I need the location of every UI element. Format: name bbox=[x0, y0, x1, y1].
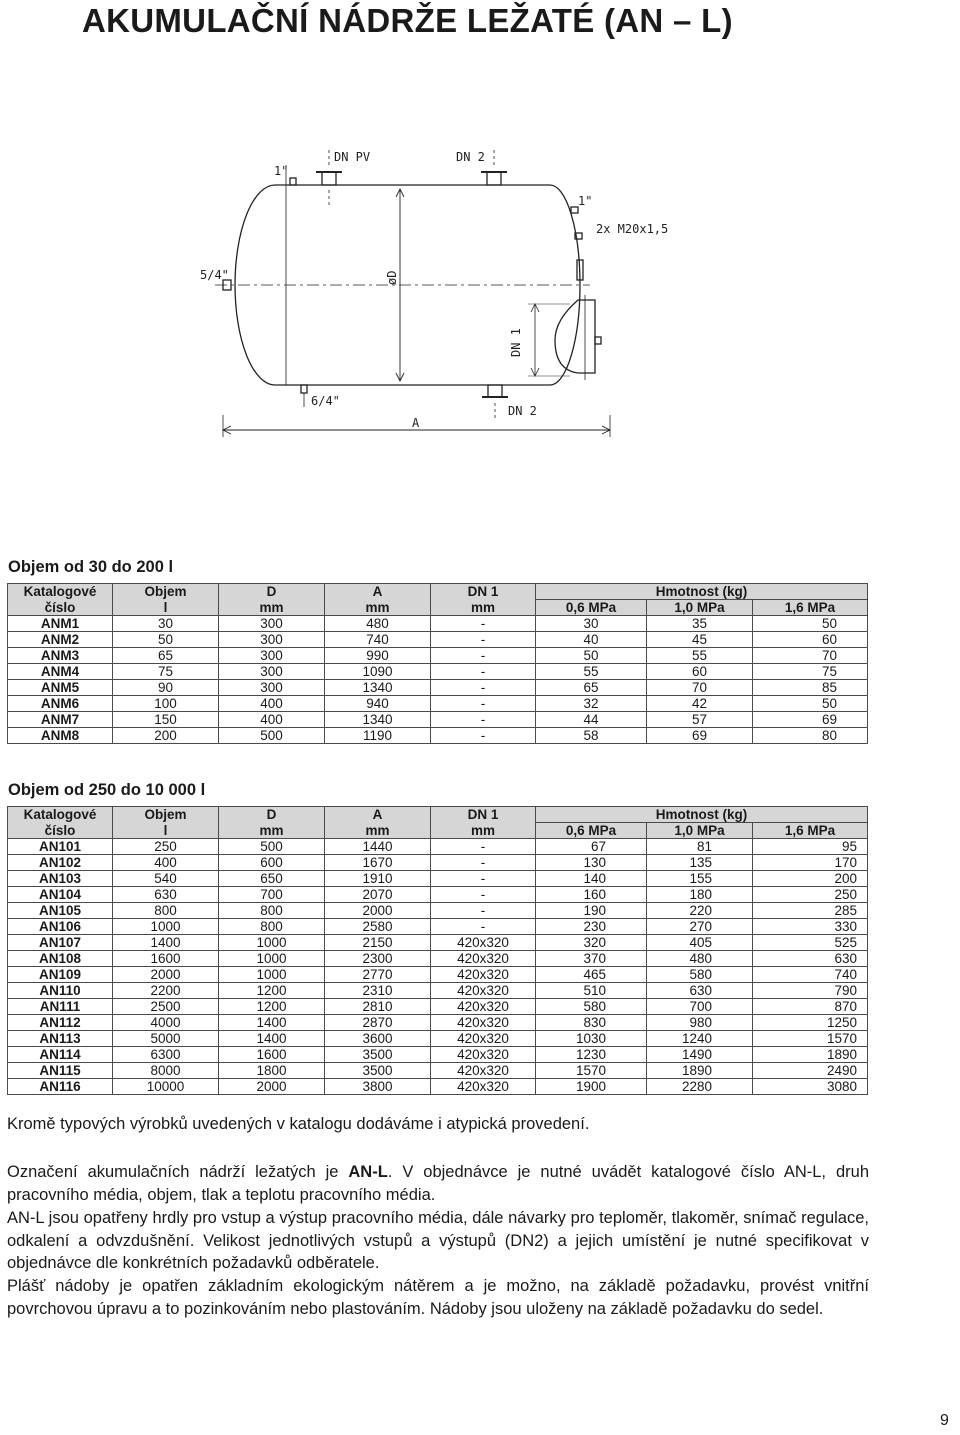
table-cell: 1900 bbox=[536, 1079, 647, 1095]
table-cell: 3500 bbox=[325, 1047, 431, 1063]
table-cell: - bbox=[431, 855, 536, 871]
header-catalog: Katalogové bbox=[8, 584, 113, 600]
table-cell: 300 bbox=[219, 648, 325, 664]
table-cell: 790 bbox=[753, 983, 868, 999]
table-cell: 200 bbox=[753, 871, 868, 887]
table-cell: 50 bbox=[113, 632, 219, 648]
paragraph-ordering-pre: Označení akumulačních nádrží ležatých je bbox=[7, 1163, 349, 1181]
table-cell: - bbox=[431, 632, 536, 648]
table-cell: 50 bbox=[753, 616, 868, 632]
table-cell: 30 bbox=[113, 616, 219, 632]
header-pressure-06: 0,6 MPa bbox=[536, 600, 647, 616]
table-cell: 75 bbox=[113, 664, 219, 680]
table-row bbox=[8, 728, 868, 744]
table-cell: 1240 bbox=[647, 1031, 753, 1047]
table-cell: 1190 bbox=[325, 728, 431, 744]
table-cell: - bbox=[431, 839, 536, 855]
table-cell: ANM7 bbox=[8, 712, 113, 728]
table-cell: 400 bbox=[219, 712, 325, 728]
table-row bbox=[8, 632, 868, 648]
table-cell: 465 bbox=[536, 967, 647, 983]
header-d: D bbox=[219, 807, 325, 823]
header-a-unit: mm bbox=[325, 600, 431, 616]
table-cell: ANM3 bbox=[8, 648, 113, 664]
table-cell: 220 bbox=[647, 903, 753, 919]
table-cell: 980 bbox=[647, 1015, 753, 1031]
table-cell: 1600 bbox=[219, 1047, 325, 1063]
header-volume-unit: l bbox=[113, 823, 219, 839]
table-cell: 740 bbox=[753, 967, 868, 983]
header-dn1: DN 1 bbox=[431, 807, 536, 823]
table-cell: 1200 bbox=[219, 999, 325, 1015]
label-dn-pv: DN PV bbox=[334, 150, 371, 164]
header-pressure-06: 0,6 MPa bbox=[536, 823, 647, 839]
table-cell: AN102 bbox=[8, 855, 113, 871]
table-cell: ANM8 bbox=[8, 728, 113, 744]
table-cell: 1910 bbox=[325, 871, 431, 887]
table-cell: 1000 bbox=[219, 967, 325, 983]
table-cell: 830 bbox=[536, 1015, 647, 1031]
table-cell: 40 bbox=[536, 632, 647, 648]
table-row bbox=[8, 712, 868, 728]
spec-table-large bbox=[7, 806, 868, 1095]
table-cell: - bbox=[431, 680, 536, 696]
table-cell: 1400 bbox=[219, 1015, 325, 1031]
header-a: A bbox=[325, 807, 431, 823]
table-cell: 250 bbox=[753, 887, 868, 903]
table-cell: 70 bbox=[753, 648, 868, 664]
table-row bbox=[8, 903, 868, 919]
header-pressure-10: 1,0 MPa bbox=[647, 823, 753, 839]
header-pressure-16: 1,6 MPa bbox=[753, 823, 868, 839]
label-1inch-left: 1" bbox=[274, 164, 289, 178]
table-cell: 32 bbox=[536, 696, 647, 712]
header-catalog-sub: číslo bbox=[8, 600, 113, 616]
table-cell: 3600 bbox=[325, 1031, 431, 1047]
header-volume: Objem bbox=[113, 807, 219, 823]
table-cell: 69 bbox=[753, 712, 868, 728]
label-inlet: 5/4" bbox=[200, 268, 229, 282]
header-catalog-sub: číslo bbox=[8, 823, 113, 839]
table-cell: AN113 bbox=[8, 1031, 113, 1047]
table-row bbox=[8, 1047, 868, 1063]
label-diameter: øD bbox=[385, 270, 399, 285]
header-pressure-10: 1,0 MPa bbox=[647, 600, 753, 616]
paragraph-coating: Plášť nádoby je opatřen základním ekologickým nátěrem a je možno, na základě požadavku, provést vnitřní povrchovou úpravu a to pozinkováním nebo plastováním. Nádoby jsou uloženy na základě požadavku do sedel. bbox=[7, 1277, 869, 1318]
table-cell: 800 bbox=[219, 919, 325, 935]
table-cell: 1890 bbox=[753, 1047, 868, 1063]
table-cell: 420x320 bbox=[431, 951, 536, 967]
table-cell: 420x320 bbox=[431, 1063, 536, 1079]
table-cell: 60 bbox=[753, 632, 868, 648]
table-cell: 1250 bbox=[753, 1015, 868, 1031]
table-cell: 70 bbox=[647, 680, 753, 696]
table-cell: 190 bbox=[536, 903, 647, 919]
label-thermo: 2x M20x1,5 bbox=[596, 222, 669, 236]
table-cell: 65 bbox=[536, 680, 647, 696]
table-cell: 1670 bbox=[325, 855, 431, 871]
table-cell: AN111 bbox=[8, 999, 113, 1015]
table-cell: 580 bbox=[647, 967, 753, 983]
table-row bbox=[8, 1031, 868, 1047]
table-cell: 420x320 bbox=[431, 935, 536, 951]
table-cell: 510 bbox=[536, 983, 647, 999]
table-cell: 870 bbox=[753, 999, 868, 1015]
table-cell: 2150 bbox=[325, 935, 431, 951]
label-dn2-top: DN 2 bbox=[456, 150, 485, 164]
table-cell: 420x320 bbox=[431, 999, 536, 1015]
table-cell: 800 bbox=[113, 903, 219, 919]
table-cell: 2580 bbox=[325, 919, 431, 935]
table-cell: 1570 bbox=[536, 1063, 647, 1079]
table-row bbox=[8, 871, 868, 887]
table-cell: 630 bbox=[113, 887, 219, 903]
table-cell: 50 bbox=[536, 648, 647, 664]
table-cell: 650 bbox=[219, 871, 325, 887]
table-cell: 300 bbox=[219, 632, 325, 648]
table-cell: 330 bbox=[753, 919, 868, 935]
atypical-note: Kromě typových výrobků uvedených v katalogu dodáváme i atypická provedení. bbox=[7, 1115, 590, 1133]
table-cell: AN106 bbox=[8, 919, 113, 935]
table-cell: 50 bbox=[753, 696, 868, 712]
table-cell: 2300 bbox=[325, 951, 431, 967]
table-cell: 80 bbox=[753, 728, 868, 744]
table-cell: 58 bbox=[536, 728, 647, 744]
table-cell: 2810 bbox=[325, 999, 431, 1015]
table-cell: - bbox=[431, 696, 536, 712]
table-cell: AN116 bbox=[8, 1079, 113, 1095]
table-cell: 170 bbox=[753, 855, 868, 871]
table-cell: 420x320 bbox=[431, 983, 536, 999]
table-cell: 6300 bbox=[113, 1047, 219, 1063]
table-cell: 100 bbox=[113, 696, 219, 712]
table-cell: 1570 bbox=[753, 1031, 868, 1047]
table-cell: 420x320 bbox=[431, 1047, 536, 1063]
table-row bbox=[8, 1015, 868, 1031]
table-cell: 940 bbox=[325, 696, 431, 712]
header-d-unit: mm bbox=[219, 600, 325, 616]
table-cell: 140 bbox=[536, 871, 647, 887]
table-cell: 230 bbox=[536, 919, 647, 935]
table-cell: AN114 bbox=[8, 1047, 113, 1063]
tank-technical-drawing bbox=[190, 145, 710, 445]
table-cell: 500 bbox=[219, 728, 325, 744]
table-cell: 320 bbox=[536, 935, 647, 951]
table-cell: 420x320 bbox=[431, 1015, 536, 1031]
table-cell: 580 bbox=[536, 999, 647, 1015]
table-cell: 95 bbox=[753, 839, 868, 855]
table-row bbox=[8, 951, 868, 967]
table-cell: 75 bbox=[753, 664, 868, 680]
header-dn1-unit: mm bbox=[431, 823, 536, 839]
page-number: 9 bbox=[940, 1412, 949, 1429]
table-cell: 300 bbox=[219, 680, 325, 696]
header-a: A bbox=[325, 584, 431, 600]
table-cell: 540 bbox=[113, 871, 219, 887]
page-title: AKUMULAČNÍ NÁDRŽE LEŽATÉ (AN – L) bbox=[82, 2, 733, 39]
table-cell: 30 bbox=[536, 616, 647, 632]
header-d-unit: mm bbox=[219, 823, 325, 839]
table-cell: 57 bbox=[647, 712, 753, 728]
table-cell: - bbox=[431, 712, 536, 728]
label-1inch-right: 1" bbox=[578, 194, 593, 208]
table-cell: 285 bbox=[753, 903, 868, 919]
table-cell: 2770 bbox=[325, 967, 431, 983]
table-cell: 400 bbox=[219, 696, 325, 712]
paragraph-ordering bbox=[7, 1161, 869, 1206]
table-cell: 3800 bbox=[325, 1079, 431, 1095]
table-cell: 2000 bbox=[325, 903, 431, 919]
table-cell: 1340 bbox=[325, 680, 431, 696]
table-cell: 1030 bbox=[536, 1031, 647, 1047]
table-cell: 1400 bbox=[219, 1031, 325, 1047]
table-cell: 480 bbox=[647, 951, 753, 967]
table-cell: 1090 bbox=[325, 664, 431, 680]
table-row bbox=[8, 935, 868, 951]
table-cell: 180 bbox=[647, 887, 753, 903]
table-cell: 65 bbox=[113, 648, 219, 664]
table-cell: ANM4 bbox=[8, 664, 113, 680]
table-cell: 2200 bbox=[113, 983, 219, 999]
table-cell: 150 bbox=[113, 712, 219, 728]
table-cell: 2490 bbox=[753, 1063, 868, 1079]
table-cell: 1200 bbox=[219, 983, 325, 999]
table-cell: AN112 bbox=[8, 1015, 113, 1031]
label-dn1: DN 1 bbox=[509, 328, 523, 357]
header-weight: Hmotnost (kg) bbox=[536, 807, 868, 823]
header-dn1-unit: mm bbox=[431, 600, 536, 616]
table-cell: 85 bbox=[753, 680, 868, 696]
table-cell: 81 bbox=[647, 839, 753, 855]
table-cell: 405 bbox=[647, 935, 753, 951]
table-cell: 370 bbox=[536, 951, 647, 967]
table-cell: - bbox=[431, 728, 536, 744]
table-cell: 400 bbox=[113, 855, 219, 871]
table-row bbox=[8, 855, 868, 871]
table-row bbox=[8, 919, 868, 935]
table-cell: AN104 bbox=[8, 887, 113, 903]
table-cell: - bbox=[431, 871, 536, 887]
table-cell: AN101 bbox=[8, 839, 113, 855]
spec-table-small bbox=[7, 583, 868, 744]
header-pressure-16: 1,6 MPa bbox=[753, 600, 868, 616]
table-cell: AN115 bbox=[8, 1063, 113, 1079]
table-cell: 44 bbox=[536, 712, 647, 728]
table-cell: 270 bbox=[647, 919, 753, 935]
table-cell: 630 bbox=[753, 951, 868, 967]
table-cell: 1800 bbox=[219, 1063, 325, 1079]
table2-title: Objem od 250 do 10 000 l bbox=[8, 781, 206, 799]
table-cell: AN103 bbox=[8, 871, 113, 887]
table-cell: 130 bbox=[536, 855, 647, 871]
table-cell: 2000 bbox=[113, 967, 219, 983]
table-cell: 300 bbox=[219, 664, 325, 680]
header-dn1: DN 1 bbox=[431, 584, 536, 600]
table-cell: 2500 bbox=[113, 999, 219, 1015]
table-cell: - bbox=[431, 903, 536, 919]
table-cell: 1000 bbox=[113, 919, 219, 935]
table-cell: 250 bbox=[113, 839, 219, 855]
table-cell: 630 bbox=[647, 983, 753, 999]
table-cell: - bbox=[431, 887, 536, 903]
table-cell: 8000 bbox=[113, 1063, 219, 1079]
table-cell: 600 bbox=[219, 855, 325, 871]
table-cell: AN110 bbox=[8, 983, 113, 999]
table-cell: 1490 bbox=[647, 1047, 753, 1063]
table-cell: AN109 bbox=[8, 967, 113, 983]
table-cell: 420x320 bbox=[431, 1031, 536, 1047]
designation-code: AN-L bbox=[348, 1163, 388, 1181]
table-row bbox=[8, 648, 868, 664]
paragraph-connections: AN-L jsou opatřeny hrdly pro vstup a výstup pracovního média, dále návarky pro teploměr, tlakoměr, snímač regulace, odkalení a odvzdušnění. Velikost jednotlivých vstupů a výstupů (DN2) a jejich umístění je nutné specifikovat v objednávce dle konkrétních požadavků odběratele. bbox=[7, 1209, 869, 1272]
table-row bbox=[8, 839, 868, 855]
table-cell: 4000 bbox=[113, 1015, 219, 1031]
table-cell: 1890 bbox=[647, 1063, 753, 1079]
table-row bbox=[8, 1079, 868, 1095]
table-cell: 160 bbox=[536, 887, 647, 903]
table1-title: Objem od 30 do 200 l bbox=[8, 558, 174, 576]
table-row bbox=[8, 696, 868, 712]
table-cell: 3500 bbox=[325, 1063, 431, 1079]
table-cell: 420x320 bbox=[431, 967, 536, 983]
table-cell: - bbox=[431, 664, 536, 680]
table-cell: 1440 bbox=[325, 839, 431, 855]
table-cell: 42 bbox=[647, 696, 753, 712]
header-d: D bbox=[219, 584, 325, 600]
table-cell: 60 bbox=[647, 664, 753, 680]
table-cell: 1000 bbox=[219, 951, 325, 967]
table-cell: 2280 bbox=[647, 1079, 753, 1095]
table-cell: 10000 bbox=[113, 1079, 219, 1095]
table-cell: 480 bbox=[325, 616, 431, 632]
table-cell: 35 bbox=[647, 616, 753, 632]
table-cell: 740 bbox=[325, 632, 431, 648]
table-row bbox=[8, 983, 868, 999]
table-cell: ANM6 bbox=[8, 696, 113, 712]
table-cell: - bbox=[431, 919, 536, 935]
paragraph-ordering-post: . V objednávce je nutné uvádět katalogové číslo AN-L, druh pracovního média, objem, tlak a teplotu pracovního média. bbox=[7, 1163, 869, 1204]
table-cell: 1000 bbox=[219, 935, 325, 951]
table-cell: 1340 bbox=[325, 712, 431, 728]
table-cell: 55 bbox=[536, 664, 647, 680]
table-cell: ANM1 bbox=[8, 616, 113, 632]
table-row bbox=[8, 680, 868, 696]
table-cell: 1230 bbox=[536, 1047, 647, 1063]
table-cell: 200 bbox=[113, 728, 219, 744]
header-volume-unit: l bbox=[113, 600, 219, 616]
table-cell: 700 bbox=[647, 999, 753, 1015]
table-row bbox=[8, 616, 868, 632]
table-cell: 2000 bbox=[219, 1079, 325, 1095]
table-cell: 525 bbox=[753, 935, 868, 951]
table-cell: 500 bbox=[219, 839, 325, 855]
header-catalog: Katalogové bbox=[8, 807, 113, 823]
table-row bbox=[8, 664, 868, 680]
table-row bbox=[8, 999, 868, 1015]
table-cell: 2310 bbox=[325, 983, 431, 999]
table-cell: 67 bbox=[536, 839, 647, 855]
table-cell: 300 bbox=[219, 616, 325, 632]
table-cell: 1400 bbox=[113, 935, 219, 951]
table-cell: 800 bbox=[219, 903, 325, 919]
label-drain: 6/4" bbox=[311, 394, 340, 408]
header-volume: Objem bbox=[113, 584, 219, 600]
table-cell: 69 bbox=[647, 728, 753, 744]
table-cell: ANM2 bbox=[8, 632, 113, 648]
header-a-unit: mm bbox=[325, 823, 431, 839]
table-cell: 55 bbox=[647, 648, 753, 664]
table-cell: 990 bbox=[325, 648, 431, 664]
table-cell: 3080 bbox=[753, 1079, 868, 1095]
table-cell: AN105 bbox=[8, 903, 113, 919]
table-cell: 45 bbox=[647, 632, 753, 648]
table-cell: 700 bbox=[219, 887, 325, 903]
table-cell: 420x320 bbox=[431, 1079, 536, 1095]
table-cell: 5000 bbox=[113, 1031, 219, 1047]
table-cell: 90 bbox=[113, 680, 219, 696]
table-cell: 2870 bbox=[325, 1015, 431, 1031]
table-cell: 2070 bbox=[325, 887, 431, 903]
table-cell: 135 bbox=[647, 855, 753, 871]
table-cell: 1600 bbox=[113, 951, 219, 967]
table-row bbox=[8, 967, 868, 983]
header-weight: Hmotnost (kg) bbox=[536, 584, 868, 600]
label-dn2-bottom: DN 2 bbox=[508, 404, 537, 418]
table-row bbox=[8, 887, 868, 903]
table-cell: AN107 bbox=[8, 935, 113, 951]
table-cell: - bbox=[431, 648, 536, 664]
table-cell: 155 bbox=[647, 871, 753, 887]
table-row bbox=[8, 1063, 868, 1079]
table-cell: - bbox=[431, 616, 536, 632]
label-length: A bbox=[412, 416, 420, 430]
table-cell: AN108 bbox=[8, 951, 113, 967]
table-cell: ANM5 bbox=[8, 680, 113, 696]
